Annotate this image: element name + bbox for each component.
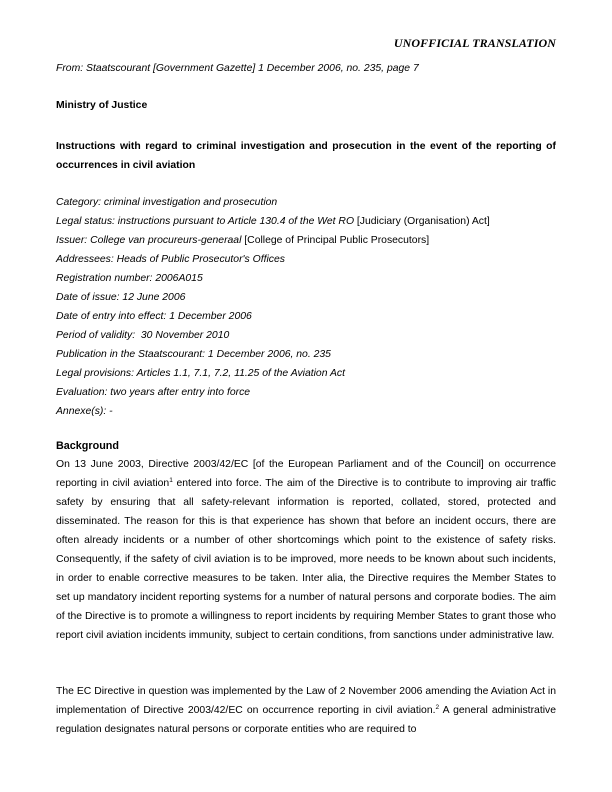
meta-legal-status: Legal status: instructions pursuant to Article 130.4 of the Wet RO [Judiciary (Organisation) Act] [56,216,490,227]
meta-date-of-issue: Date of issue: 12 June 2006 [56,292,186,303]
meta-legal-provisions: Legal provisions: Articles 1.1, 7.1, 7.2, 11.25 of the Aviation Act [56,368,345,379]
ministry-heading: Ministry of Justice [56,100,148,111]
document-title: Instructions with regard to criminal investigation and prosecution in the event of the reporting of occurrences in civil aviation [56,141,556,171]
meta-period-of-validity: Period of validity: 30 November 2010 [56,330,230,341]
footnote-ref-2[interactable]: 2 [435,704,440,711]
background-paragraph-1: On 13 June 2003, Directive 2003/42/EC [of the European Parliament and of the Council] on occurrence reporting in civil aviation$^1$ entered into force. The aim of the Directive is to contribute to improving air traffic safety by ensuring that all safety-relevant information is reported, collated, stored, protected and disseminated. The reason for this is that experience has shown that before an incident occurs, there are often already incidents or a number of other shortcomings which point to the existence of safety risks. Consequently, if the safety of civil aviation is to be improved, more needs to be known about such incidents, in order to enable corrective measures to be taken. Inter alia, the Directive requires the Member States to set up mandatory incident reporting systems for a number of natural persons and corporate bodies. The aim of the Directive is to promote a willingness to report incidents by requiring Member States to grant those who report civil aviation incidents immunity, subject to certain conditions, from sanctions under administrative law. [56,459,556,641]
meta-entry-into-effect: Date of entry into effect: 1 December 2006 [56,311,252,322]
footnote-ref-1[interactable]: 1 [169,477,173,484]
meta-category: Category: criminal investigation and prosecution [56,197,278,208]
meta-annexes: Annexe(s): - [56,406,113,417]
source-line: From: Staatscourant [Government Gazette] 1 December 2006, no. 235, page 7 [56,63,419,74]
meta-evaluation: Evaluation: two years after entry into force [56,387,251,398]
background-heading: Background [56,440,119,452]
meta-addressees: Addressees: Heads of Public Prosecutor's Offices [56,254,285,265]
background-paragraph-2: The EC Directive in question was implemented by the Law of 2 November 2006 amending the Aviation Act in implementation of Directive 2003/42/EC on occurrence reporting in civil aviation.$^2$ A general administrative regulation designates natural persons or corporate entities who are required to [56,686,556,735]
meta-issuer: Issuer: College van procureurs-generaal [College of Principal Public Prosecutors] [56,235,430,246]
unofficial-translation-header: UNOFFICIAL TRANSLATION [393,36,556,50]
meta-registration-number: Registration number: 2006A015 [56,273,203,284]
meta-publication: Publication in the Staatscourant: 1 December 2006, no. 235 [56,349,331,360]
metadata-list [56,193,556,421]
